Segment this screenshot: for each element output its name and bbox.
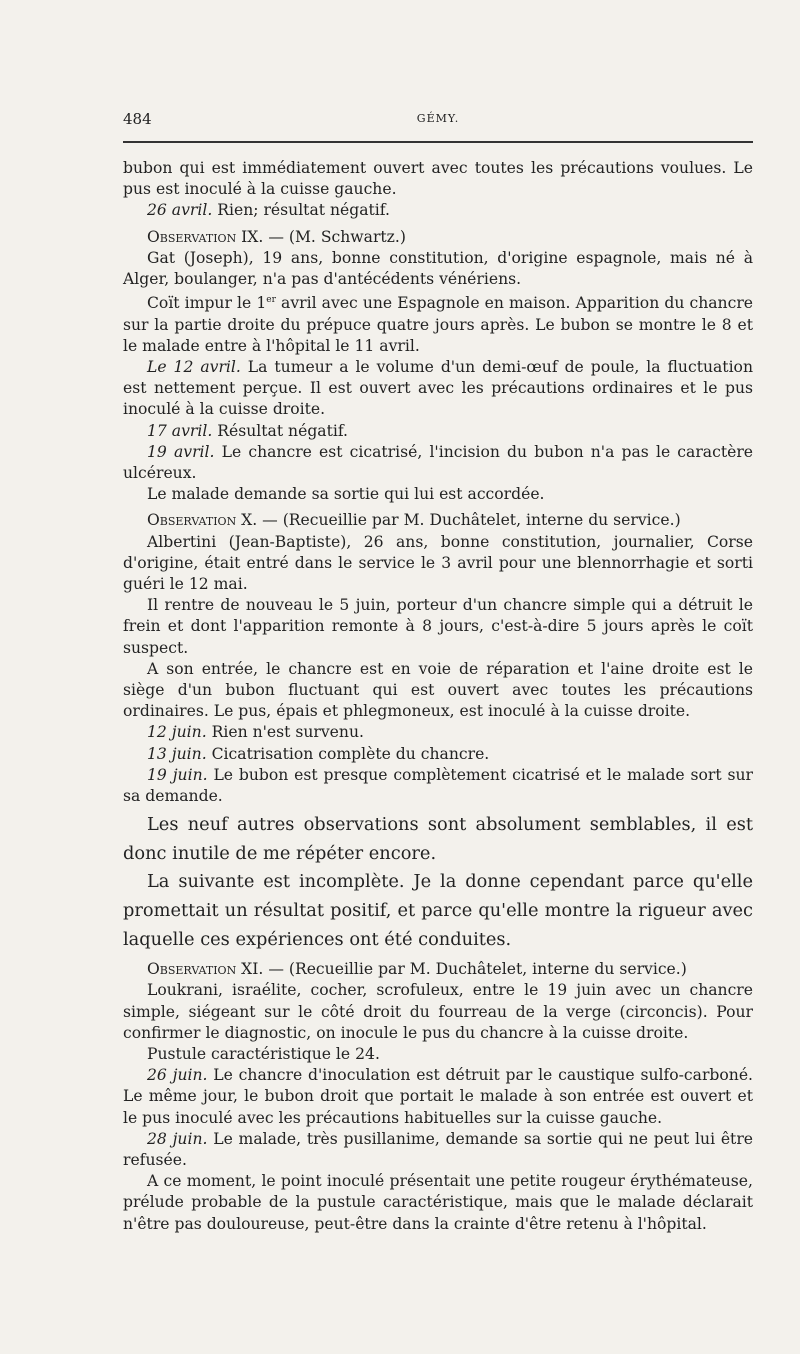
paragraph: Il rentre de nouveau le 5 juin, porteur d'un chancre simple qui a détruit le frein et dont l'apparition remonte à 8 jours, c'est-à-dire 5 jours après le coït suspect. bbox=[123, 596, 753, 657]
paragraph: bubon qui est immédiatement ouvert avec toutes les précautions voulues. Le pus est inoculé à la cuisse gauche. bbox=[123, 159, 753, 199]
header-rule bbox=[123, 141, 753, 143]
paragraph: Les neuf autres observations sont absolument semblables, il est donc inutile de me répéter encore. bbox=[123, 814, 753, 864]
observation-source: — (Recueillie par M. Duchâtelet, interne du service.) bbox=[257, 511, 681, 530]
observation-heading bbox=[123, 959, 753, 980]
paragraph: A ce moment, le point inoculé présentait une petite rougeur érythémateuse, prélude probable de la pustule caractéristique, mais que le malade déclarait n'être pas douloureuse, peut-être dans la crainte d'être retenu à l'hôpital. bbox=[123, 1172, 753, 1233]
superscript: er bbox=[266, 295, 276, 306]
paragraph-text: Cicatrisation complète du chancre. bbox=[206, 744, 490, 763]
date-label: 17 avril. bbox=[147, 421, 213, 440]
paragraph: Loukrani, israélite, cocher, scrofuleux, entre le 19 juin avec un chancre simple, siégeant sur le côté droit du fourreau de la verge (circoncis). Pour confirmer le diagnostic, on inocule le pus du chancre à la cuisse droite. bbox=[123, 981, 753, 1042]
paragraph-text: Le bubon est presque complètement cicatrisé et le malade sort sur sa demande. bbox=[123, 765, 753, 806]
paragraph: Gat (Joseph), 19 ans, bonne constitution, d'origine espagnole, mais né à Alger, boulanger, n'a pas d'antécédents vénériens. bbox=[123, 248, 753, 289]
observation-source: — (Recueillie par M. Duchâtelet, interne du service.) bbox=[263, 960, 687, 979]
paragraph bbox=[123, 1129, 753, 1171]
paragraph: Le malade demande sa sortie qui lui est accordée. bbox=[147, 485, 545, 504]
page-body bbox=[123, 158, 753, 1235]
date-label: 28 juin. bbox=[147, 1129, 208, 1148]
date-label: 13 juin. bbox=[147, 744, 207, 763]
paragraph bbox=[123, 200, 753, 221]
paragraph-text: Le chancre d'inoculation est détruit par le caustique sulfo-carboné. Le même jour, le bubon droit que portait le malade à son entrée est ouvert et le pus inoculé avec les précautions habituelles sur la cuisse gauche. bbox=[123, 1066, 754, 1127]
observation-label: Observation X. bbox=[147, 511, 258, 530]
date-label: 19 juin. bbox=[147, 765, 208, 784]
paragraph bbox=[123, 357, 753, 421]
paragraph-text: Le chancre est cicatrisé, l'incision du bubon n'a pas le caractère ulcéreux. bbox=[123, 442, 753, 483]
main-text-block bbox=[123, 811, 753, 954]
paragraph bbox=[123, 421, 753, 442]
paragraph-text: Coït impur le 1 bbox=[147, 294, 267, 313]
date-label: 12 juin. bbox=[147, 723, 207, 742]
paragraph bbox=[123, 290, 753, 357]
observation-heading bbox=[123, 227, 753, 248]
paragraph: La suivante est incomplète. Je la donne cependant parce qu'elle promettait un résultat positif, et parce qu'elle montre la rigueur avec laquelle ces expériences ont été conduites. bbox=[123, 871, 753, 950]
paragraph: Albertini (Jean-Baptiste), 26 ans, bonne constitution, journalier, Corse d'origine, était entré dans le service le 3 avril pour une blennorrhagie et sorti guéri le 12 mai. bbox=[123, 532, 753, 594]
observation-source: — (M. Schwartz.) bbox=[263, 227, 406, 246]
date-label: 26 avril. bbox=[147, 201, 213, 220]
page-number: 484 bbox=[123, 110, 152, 128]
paragraph bbox=[123, 722, 753, 743]
paragraph bbox=[123, 1065, 753, 1129]
observation-heading bbox=[123, 510, 753, 531]
page-header bbox=[123, 110, 753, 132]
paragraph bbox=[123, 744, 753, 765]
paragraph-text: avril avec une Espagnole en maison. Apparition du chancre sur la partie droite du prépuce quatre jours après. Le bubon se montre le 8 et le malade entre à l'hôpital le 11 avril. bbox=[123, 294, 753, 355]
paragraph bbox=[123, 765, 753, 807]
date-label: 26 juin. bbox=[147, 1066, 208, 1085]
observation-label: Observation IX. bbox=[147, 227, 264, 246]
observation-label: Observation XI. bbox=[147, 960, 264, 979]
paragraph-text: La tumeur a le volume d'un demi-œuf de poule, la fluctuation est nettement perçue. Il est ouvert avec les précautions ordinaires et le pus inoculé à la cuisse droite. bbox=[123, 358, 753, 419]
paragraph-text: Rien; résultat négatif. bbox=[212, 201, 390, 220]
paragraph: A son entrée, le chancre est en voie de réparation et l'aine droite est le siège d'un bubon fluctuant qui est ouvert avec toutes les précautions ordinaires. Le pus, épais et phlegmoneux, est inoculé à la cuisse droite. bbox=[123, 659, 753, 721]
running-title: GÉMY. bbox=[416, 112, 460, 125]
paragraph bbox=[123, 442, 753, 484]
date-label: Le 12 avril. bbox=[147, 358, 241, 377]
paragraph-text: Résultat négatif. bbox=[212, 421, 349, 440]
date-label: 19 avril. bbox=[147, 442, 215, 461]
paragraph: Pustule caractéristique le 24. bbox=[147, 1045, 380, 1064]
paragraph-text: Rien n'est survenu. bbox=[206, 723, 364, 742]
paragraph-text: Le malade, très pusillanime, demande sa sortie qui ne peut lui être refusée. bbox=[123, 1129, 754, 1170]
